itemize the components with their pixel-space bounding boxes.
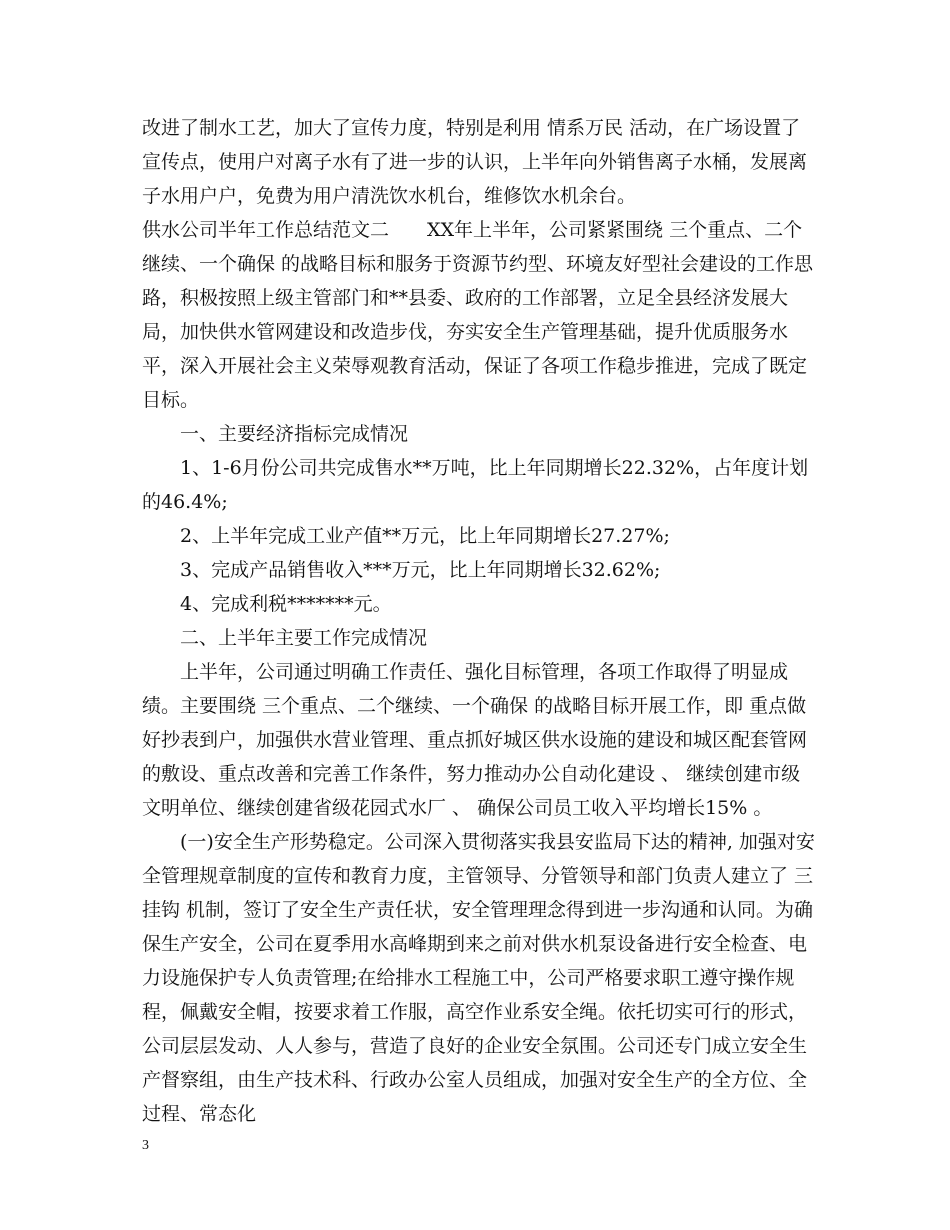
paragraph-item-1: 1、1-6月份公司共完成售水**万吨，比上年同期增长22.32%，占年度计划的46.4%;: [142, 457, 809, 513]
page-number: 3: [142, 1138, 149, 1153]
paragraph-2: 供水公司半年工作总结范文二 XX年上半年，公司紧紧围绕 三个重点、二个继续、一个确保 的战略目标和服务于资源节约型、环境友好型社会建设的工作思路，积极按照上级主管部门和**县委、政府的工作部署，立足全县经济发展大局，加快供水管网建设和改造步伐，夯实安全生产管理基础，提升优质服务水平，深入开展社会主义荣辱观教育活动，保证了各项工作稳步推进，完成了既定目标。: [142, 219, 814, 411]
paragraph-item-2: 2、上半年完成工业产值**万元，比上年同期增长27.27%;: [180, 525, 670, 547]
section-heading-1: 一、主要经济指标完成情况: [180, 423, 409, 445]
paragraph-4: (一)安全生产形势稳定。公司深入贯彻落实我县安监局下达的精神, 加强对安全管理规章制度的宣传和教育力度，主管领导、分管领导和部门负责人建立了 三挂钩 机制，签订了安全生产责任状，安全管理理念得到进一步沟通和认同。为确保生产安全，公司在夏季用水高峰期到来之前对供水机泵设备进行安全检查、电力设施保护专人负责管理;在给排水工程施工中，公司严格要求职工遵守操作规程，佩戴安全帽，按要求着工作服，高空作业系安全绳。依托切实可行的形式，公司层层发动、人人参与，营造了良好的企业安全氛围。公司还专门成立安全生产督察组，由生产技术科、行政办公室人员组成，加强对安全生产的全方位、全过程、常态化: [142, 831, 815, 1125]
paragraph-item-3: 3、完成产品销售收入***万元，比上年同期增长32.62%;: [180, 559, 661, 581]
paragraph-3: 上半年，公司通过明确工作责任、强化目标管理，各项工作取得了明显成绩。主要围绕 三个重点、二个继续、一个确保 的战略目标开展工作，即 重点做好抄表到户，加强供水营业管理、重点抓好城区供水设施的建设和城区配套管网的敷设、重点改善和完善工作条件，努力推动办公自动化建设 、 继续创建市级文明单位、继续创建省级花园式水厂 、 确保公司员工收入平均增长15% 。: [142, 661, 808, 819]
paragraph-item-4: 4、完成利税*******元。: [180, 593, 392, 615]
section-heading-2: 二、上半年主要工作完成情况: [180, 627, 428, 649]
paragraph-1: 改进了制水工艺，加大了宣传力度，特别是利用 情系万民 活动，在广场设置了宣传点，使用户对离子水有了进一步的认识，上半年向外销售离子水桶，发展离子水用户户，免费为用户清洗饮水机台，维修饮水机余台。: [142, 117, 808, 207]
document-body: [142, 111, 818, 1131]
